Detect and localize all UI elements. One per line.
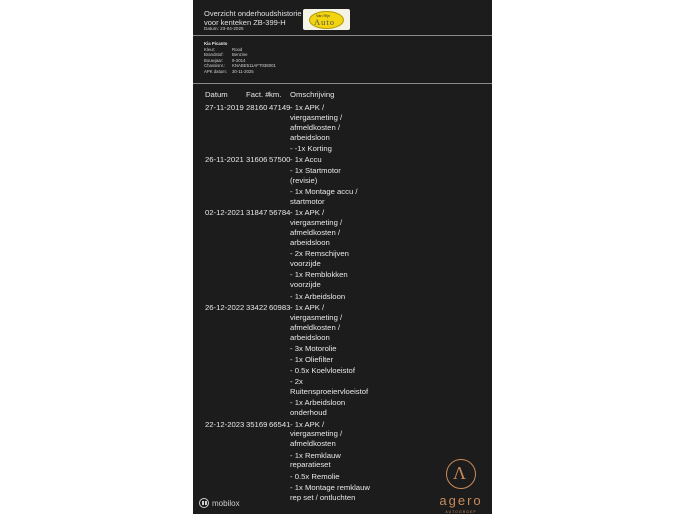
row-invoice <box>246 451 269 471</box>
row-date <box>205 249 246 269</box>
row-description: - 3x Motorolie <box>290 343 337 353</box>
row-description: - 1x Remklauw reparatieset <box>290 450 341 470</box>
row-km: 56784 <box>269 208 291 218</box>
row-km <box>269 270 290 290</box>
table-row <box>205 420 370 450</box>
row-description: - 1x APK / viergasmeting / afmeldkosten / arbeidsloon <box>290 302 343 342</box>
table-row <box>205 270 370 290</box>
row-date <box>205 451 246 471</box>
row-date <box>205 366 246 376</box>
vehicle-detail-key: APK datum: <box>204 68 227 74</box>
vehicle-detail-row <box>204 69 276 75</box>
row-km <box>269 144 290 154</box>
document-date: Datum: 23-04-2025 <box>204 26 244 31</box>
vehicle-detail-value: Rood <box>232 46 243 52</box>
row-description: - 1x Startmotor (revisie) <box>290 166 341 186</box>
header-km: km. <box>269 90 282 99</box>
row-km <box>269 187 290 207</box>
table-body <box>205 103 370 503</box>
row-invoice <box>246 398 269 418</box>
row-km <box>269 249 290 269</box>
row-km <box>269 451 290 471</box>
row-km: 47149 <box>269 102 291 112</box>
table-row <box>205 377 370 397</box>
row-date <box>205 144 246 154</box>
table-row <box>205 366 370 376</box>
row-date: 26-12-2022 <box>205 302 245 312</box>
row-description: - 0.5x Koelvloeistof <box>290 366 355 376</box>
table-row <box>205 187 370 207</box>
logo-main-text: Auto <box>314 17 335 27</box>
row-description: - 2x Ruitensproeiervloeistof <box>290 377 369 397</box>
header-date: Datum <box>205 90 228 99</box>
row-description: - 2x Remschijven voorzijde <box>290 249 349 269</box>
row-description: - 1x Accu <box>290 155 322 165</box>
row-description: - -1x Korting <box>290 143 332 153</box>
header-invoice: Fact. # <box>246 90 270 99</box>
row-km <box>269 355 290 365</box>
row-invoice: 31847 <box>246 208 268 218</box>
row-km <box>269 377 290 397</box>
row-invoice <box>246 144 269 154</box>
vehicle-detail-key: Brandstof: <box>204 52 224 58</box>
row-km <box>269 292 290 302</box>
row-invoice <box>246 472 269 482</box>
agero-logo <box>431 459 491 514</box>
mobilox-label: mobilox <box>212 498 240 508</box>
row-description: - 1x APK / viergasmeting / afmeldkosten / arbeidsloon <box>290 208 343 248</box>
table-row <box>205 166 370 186</box>
row-invoice <box>246 270 269 290</box>
table-row <box>205 292 370 302</box>
row-description: - 1x Remblokken voorzijde <box>290 270 348 290</box>
row-invoice: 28160 <box>246 102 268 112</box>
table-row <box>205 398 370 418</box>
row-date: 02-12-2021 <box>205 208 245 218</box>
row-date <box>205 292 246 302</box>
row-description: - 1x APK / viergasmeting / afmeldkosten <box>290 419 343 449</box>
vehicle-details <box>204 47 276 75</box>
row-km: 60983 <box>269 302 291 312</box>
row-invoice <box>246 249 269 269</box>
row-date <box>205 355 246 365</box>
row-invoice <box>246 483 269 503</box>
row-km <box>269 344 290 354</box>
row-date: 27-11-2019 <box>205 102 244 112</box>
vehicle-model: Kia Picanto <box>204 41 228 46</box>
row-date <box>205 377 246 397</box>
row-date <box>205 472 246 482</box>
row-description: - 1x Montage remklauw rep set / ontluchten <box>290 482 370 502</box>
row-invoice <box>246 355 269 365</box>
row-invoice <box>246 377 269 397</box>
table-row <box>205 303 370 343</box>
vehicle-info <box>204 41 276 75</box>
row-description: - 1x Montage accu / startmotor <box>290 187 358 207</box>
garage-logo <box>303 9 350 30</box>
row-description: - 0.5x Remolie <box>290 471 340 481</box>
table-row <box>205 451 370 471</box>
table-row <box>205 208 370 248</box>
row-date <box>205 270 246 290</box>
row-invoice <box>246 166 269 186</box>
row-km <box>269 472 290 482</box>
row-km <box>269 166 290 186</box>
vehicle-detail-value: 30-11-2025 <box>232 68 254 74</box>
row-invoice <box>246 344 269 354</box>
vehicle-detail-value: Benzine <box>232 52 248 58</box>
table-row <box>205 103 370 143</box>
row-km <box>269 398 290 418</box>
row-invoice: 31606 <box>246 155 268 165</box>
row-description: - 1x Arbeidsloon onderhoud <box>290 398 346 418</box>
maintenance-table <box>205 90 370 504</box>
vehicle-detail-key: Kleur: <box>204 46 216 52</box>
logo-top-text: Van Rijn <box>316 14 331 18</box>
row-description: - 1x Arbeidsloon <box>290 291 346 301</box>
table-header <box>205 90 370 100</box>
title-line-1: Overzicht onderhoudshistorie <box>204 9 302 18</box>
row-invoice: 33422 <box>246 302 268 312</box>
vehicle-detail-key: Bouwjaar: <box>204 57 224 63</box>
section-divider <box>193 83 492 84</box>
mobilox-branding <box>199 498 240 508</box>
row-km: 57500 <box>269 155 291 165</box>
row-date: 22-12-2023 <box>205 419 245 429</box>
row-date: 26-11-2021 <box>205 155 244 165</box>
row-date <box>205 344 246 354</box>
header-description: Omschrijving <box>290 90 335 99</box>
table-row <box>205 155 370 165</box>
table-row <box>205 355 370 365</box>
agero-subtitle: AUTOGROEP <box>445 510 477 514</box>
row-invoice <box>246 366 269 376</box>
table-row <box>205 144 370 154</box>
agero-label: agero <box>439 493 483 508</box>
mobilox-icon <box>199 498 209 508</box>
vehicle-detail-value: KNABE511AFT038001 <box>232 63 276 69</box>
header-divider <box>193 35 492 36</box>
title-line-2: voor kenteken ZB-399-H <box>204 17 286 27</box>
row-description: - 1x Oliefilter <box>290 354 334 364</box>
row-invoice <box>246 292 269 302</box>
document-page <box>193 0 492 514</box>
row-invoice <box>246 187 269 207</box>
document-title <box>204 10 302 27</box>
row-date <box>205 398 246 418</box>
table-row <box>205 249 370 269</box>
row-invoice: 35169 <box>246 419 268 429</box>
table-row <box>205 344 370 354</box>
vehicle-detail-key: Chassisnr.: <box>204 63 226 69</box>
row-km: 66541 <box>269 419 291 429</box>
row-date <box>205 166 246 186</box>
agero-a-mark-icon: Λ <box>453 463 467 483</box>
row-description: - 1x APK / viergasmeting / afmeldkosten / arbeidsloon <box>290 102 343 142</box>
row-km <box>269 483 290 503</box>
vehicle-detail-value: 9-2014 <box>232 57 246 63</box>
row-date <box>205 187 246 207</box>
table-row <box>205 472 370 482</box>
row-km <box>269 366 290 376</box>
